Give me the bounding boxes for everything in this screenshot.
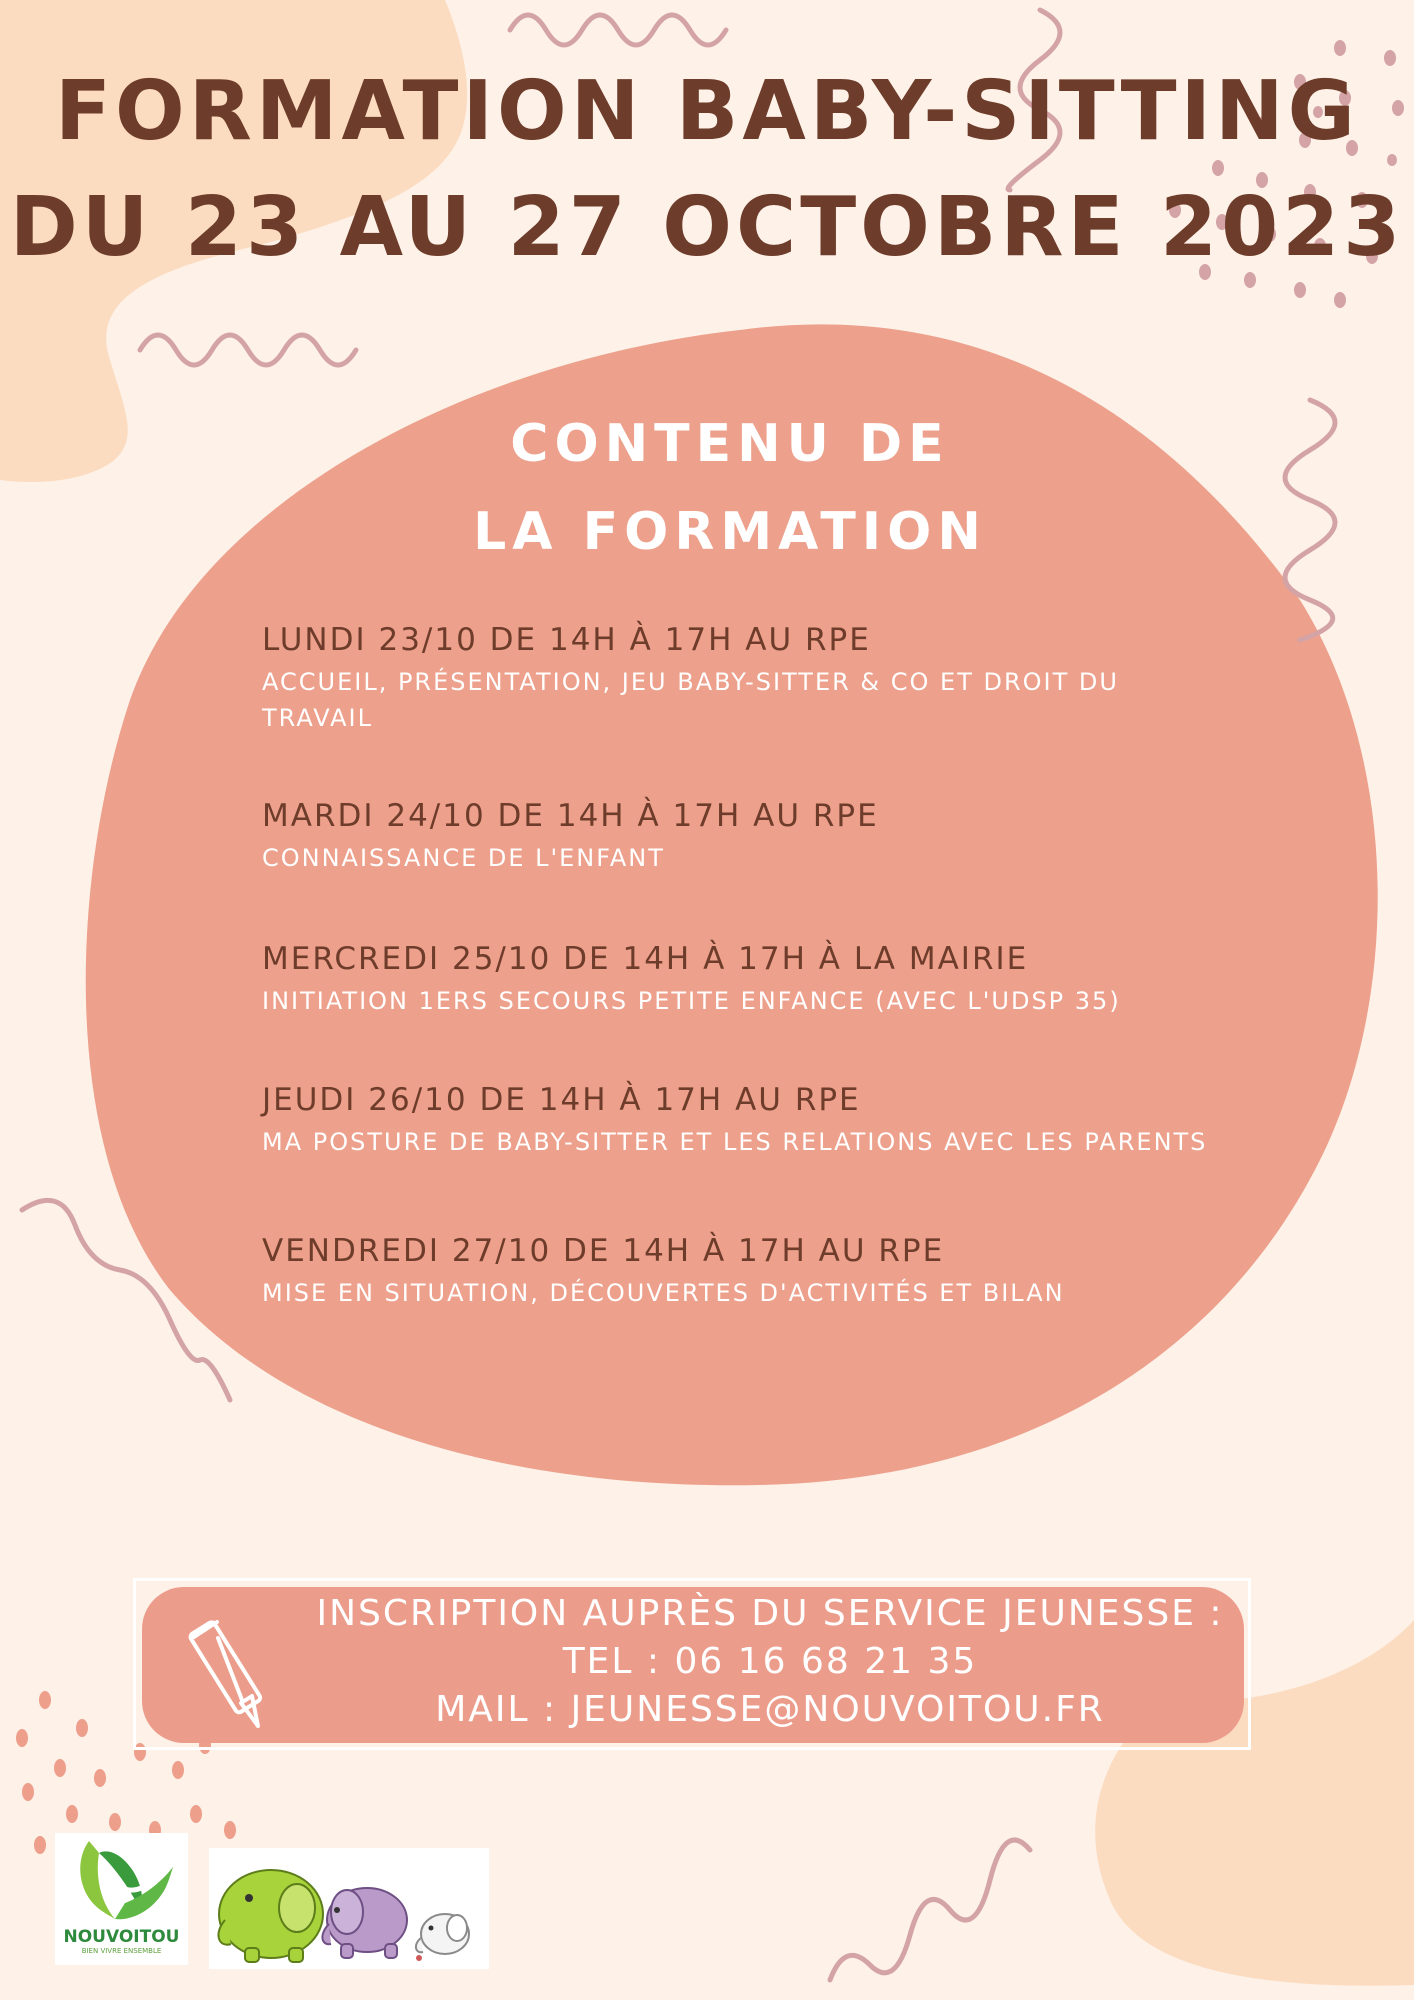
squiggle-top	[510, 15, 726, 45]
nouvoitou-name: NOUVOITOU	[63, 1927, 180, 1947]
content-heading	[300, 400, 1160, 576]
session-when: MARDI 24/10 DE 14H À 17H AU RPE	[262, 798, 879, 834]
signup-line-email[interactable]: MAIL : JEUNESSE@NOUVOITOU.FR	[435, 1689, 1105, 1730]
session-what: ACCUEIL, PRÉSENTATION, JEU BABY-SITTER & CO ET DROIT DU TRAVAIL	[262, 668, 1119, 732]
title-line-1: FORMATION BABY-SITTING	[55, 64, 1359, 159]
squiggle-left	[140, 335, 356, 365]
session-item	[262, 1231, 1222, 1311]
session-item	[262, 939, 1222, 1019]
title-line-2: DU 23 AU 27 OCTOBRE 2023	[9, 180, 1405, 275]
content-heading-line-1: CONTENU DE	[510, 414, 950, 474]
session-what: MA POSTURE DE BABY-SITTER ET LES RELATIONS AVEC LES PARENTS	[262, 1128, 1208, 1156]
nouvoitou-tagline: BIEN VIVRE ENSEMBLE	[81, 1947, 162, 1955]
session-item	[262, 1080, 1222, 1160]
nouvoitou-leaf-icon	[55, 1833, 188, 1929]
signup-line-service: INSCRIPTION AUPRÈS DU SERVICE JEUNESSE :	[316, 1593, 1224, 1634]
session-what: CONNAISSANCE DE L'ENFANT	[262, 844, 665, 872]
session-when: MERCREDI 25/10 DE 14H À 17H À LA MAIRIE	[262, 941, 1029, 977]
session-when: JEUDI 26/10 DE 14H À 17H AU RPE	[262, 1082, 861, 1118]
signup-info	[300, 1590, 1240, 1734]
signup-line-phone[interactable]: TEL : 06 16 68 21 35	[562, 1641, 978, 1682]
pencil-icon	[180, 1608, 290, 1733]
session-when: VENDREDI 27/10 DE 14H À 17H AU RPE	[262, 1233, 945, 1269]
content-heading-line-2: LA FORMATION	[473, 502, 987, 562]
elephants-logo	[209, 1848, 489, 1969]
session-what: MISE EN SITUATION, DÉCOUVERTES D'ACTIVITÉS ET BILAN	[262, 1279, 1065, 1307]
nouvoitou-logo	[55, 1833, 188, 1965]
session-when: LUNDI 23/10 DE 14H À 17H AU RPE	[262, 622, 871, 658]
session-item	[262, 620, 1222, 736]
squiggle-bottom	[830, 1840, 1030, 1980]
session-item	[262, 796, 1222, 876]
session-what: INITIATION 1ERS SECOURS PETITE ENFANCE (AVEC L'UDSP 35)	[262, 987, 1121, 1015]
